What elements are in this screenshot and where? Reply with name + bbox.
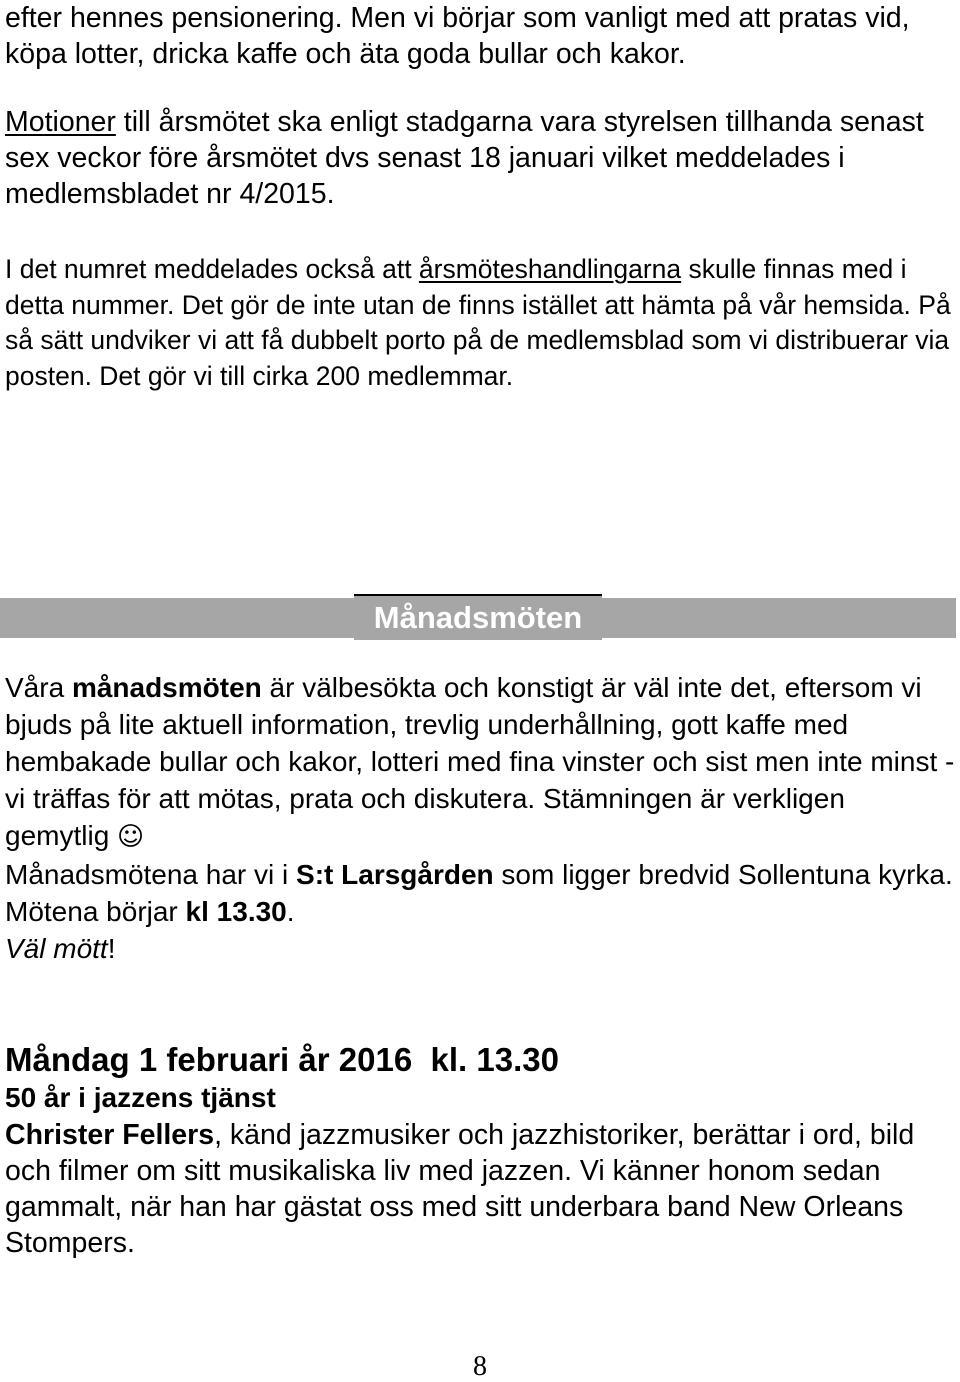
- manad-bold-time: kl 13.30: [185, 896, 287, 927]
- manad-bold-manadsmoten: månadsmöten: [71, 672, 262, 703]
- welcome-text: Väl mött: [5, 933, 108, 964]
- event-date: Måndag 1 februari år 2016 kl. 13.30: [5, 1041, 559, 1078]
- paragraph-intro: [5, 0, 955, 72]
- paragraph-numret-after: skulle finnas med i detta nummer. Det gör de inte utan de finns istället att hämta på vår hemsida. På så sätt undviker vi att få dubbelt porto på de medlemsblad som vi distribuerar via posten. Det gör vi till cirka 200 medlemmar.: [5, 254, 951, 391]
- paragraph-numret-before: I det numret meddelades också att: [5, 254, 419, 284]
- paragraph-intro-text: efter hennes pensionering. Men vi börjar som vanligt med att pratas vid, köpa lotter, dricka kaffe och äta goda bullar och kakor.: [5, 2, 910, 70]
- manad-text-4: som ligger bredvid Sollentuna kyrka. Mötena börjar: [5, 859, 953, 927]
- manad-bold-location: S:t Larsgården: [296, 859, 494, 890]
- manad-text-5: .: [286, 896, 295, 927]
- arsmoteshandlingarna-link[interactable]: årsmöteshandlingarna: [418, 254, 682, 284]
- event-description-text: , känd jazzmusiker och jazzhistoriker, berättar i ord, bild och filmer om sitt musikaliska liv med jazzen. Vi känner honom sedan gammalt, när han har gästat oss med sitt underbara band New Orleans Stompers.: [5, 1119, 915, 1259]
- event-title: 50 år i jazzens tjänst: [5, 1082, 276, 1113]
- event-description: [5, 1117, 955, 1261]
- manad-text-3: Månadsmötena har vi i: [5, 859, 297, 890]
- page-number: 8: [473, 1351, 487, 1382]
- smiley-icon: ☺: [117, 822, 145, 852]
- event-speaker: Christer Fellers: [5, 1119, 215, 1151]
- manad-text-2: är välbesökta och konstigt är väl inte det, eftersom vi bjuds på lite aktuell information, trevlig underhållning, gott kaffe med hembakade bullar och kakor, lotteri med fina vinster och sist men inte minst - vi träffas för att mötas, prata och diskutera. Stämningen är verkligen gemytlig: [5, 672, 955, 851]
- section-title: Månadsmöten: [354, 594, 602, 640]
- paragraph-arsmoteshandlingar: [5, 252, 955, 394]
- paragraph-motioner-text: till årsmötet ska enligt stadgarna vara styrelsen tillhanda senast sex veckor före årsmötet dvs senast 18 januari vilket meddelades i medlemsbladet nr 4/2015.: [5, 106, 924, 210]
- paragraph-motioner: [5, 104, 955, 212]
- paragraph-manadsmoten: [5, 669, 955, 967]
- manad-text-1: Våra: [5, 672, 72, 703]
- motioner-link[interactable]: Motioner: [5, 106, 116, 138]
- welcome-exclamation: !: [107, 933, 116, 964]
